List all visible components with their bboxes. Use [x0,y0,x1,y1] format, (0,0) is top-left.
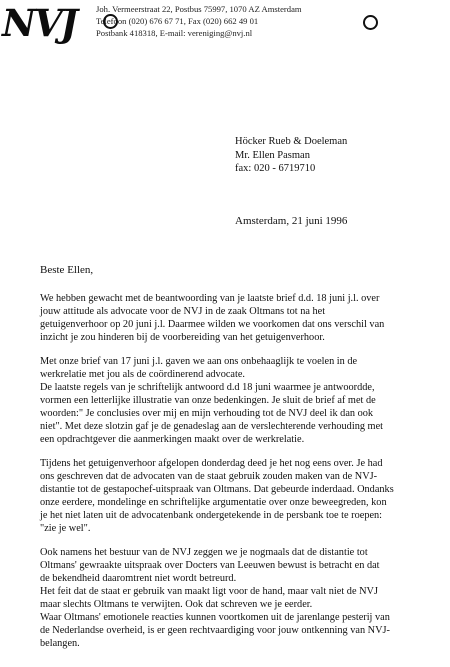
body-line: ons geschreven dat de advocaten van de staat gebruik zouden maken van de NVJ- [40,471,378,482]
body-line: je het niet laten uit de advocatenbank ondergetekende in de persbank toe te roepen: [40,510,383,521]
body-line: We hebben gewacht met de beantwoording van je laatste brief d.d. 18 juni j.l. over [40,293,380,304]
body-line: onze eerdere, mondelinge en schriftelijke argumentatie over onze beweegreden, kon [40,497,387,508]
body-line: werkrelatie met jou als de coördinerend advocate. [40,369,245,380]
body-line: een opdrachtgever die aanmerkingen maakt over de werkrelatie. [40,434,305,445]
letter-date: Amsterdam, 21 juni 1996 [235,215,348,227]
body-line: Het feit dat de staat er gebruik van maakt ligt voor de hand, maar valt niet de NVJ [40,586,378,597]
letterhead-address [96,3,396,39]
punch-hole-icon [363,15,378,30]
recipient-fax: fax: 020 - 6719710 [235,163,316,174]
body-line: maar slechts Oltmans te verwijten. Ook dat schreven we je eerder. [40,599,313,610]
body-line: inzicht je zou hinderen bij de voorbereiding van het getuigenverhoor. [40,332,325,343]
recipient-attn: Mr. Ellen Pasman [235,149,310,161]
body-paragraph [40,457,450,535]
body-line: Waar Oltmans' emotionele reacties kunnen voortkomen uit de jarenlange pesterij van [40,612,390,623]
body-line: "zie je wel". [40,523,91,534]
body-line: woorden:" Je conclusies over mij en mijn verhouding tot de NVJ deel ik dan ook [40,408,374,419]
body-line: de Nederlandse overheid, is er geen rechtvaardiging voor jouw ontkenning van NVJ- [40,625,390,636]
body-line: Ook namens het bestuur van de NVJ zeggen we je nogmaals dat de distantie tot [40,547,368,558]
body-line: getuigenverhoor op 20 juni j.l. Daarmee wilden we voorkomen dat ons verschil van [40,319,385,330]
body-paragraph [40,546,450,650]
letterhead-postbank: Postbank 418318, E-mail: vereniging@nvj.nl [96,28,253,38]
body-line: Tijdens het getuigenverhoor afgelopen donderdag deed je het nog eens over. Je had [40,458,383,469]
body-paragraph [40,292,450,344]
body-line: belangen. [40,638,80,649]
letterhead-street: Joh. Vermeerstraat 22, Postbus 75997, 1070 AZ Amsterdam [96,4,302,14]
body-line: Oltmans' gewraakte uitspraak over Docters van Leeuwen bewust is betracht en dat [40,560,380,571]
body-line: de bekendheid daaromtrent niet wordt betreurd. [40,573,237,584]
punch-hole-icon [103,14,118,29]
body-line: distantie tot de gestapochef-uitspraak van Oltmans. Dat gebeurde inderdaad. Ondanks [40,484,394,495]
nvj-logo: NVJ [2,1,77,45]
recipient-name: Höcker Rueb & Doeleman [235,136,348,147]
salutation: Beste Ellen, [40,264,94,276]
body-paragraph [40,355,450,446]
body-line: De laatste regels van je schriftelijk antwoord d.d 18 juni waarmee je antwoordde, [40,382,375,393]
letter-body [40,292,450,661]
body-line: niet". Met deze slotzin gaf je de genadeslag aan de verslechterende verhouding met [40,421,383,432]
letterhead-phone: Telefoon (020) 676 67 71, Fax (020) 662 49 01 [96,16,259,26]
body-line: Met onze brief van 17 juni j.l. gaven we aan ons onbehaaglijk te voelen in de [40,356,358,367]
recipient-block [235,135,445,176]
body-line: vormen een letterlijke illustratie van onze bedenkingen. Je sluit de brief af met de [40,395,376,406]
body-line: jouw attitude als advocate voor de NVJ in de zaak Oltmans tot na het [40,306,326,317]
